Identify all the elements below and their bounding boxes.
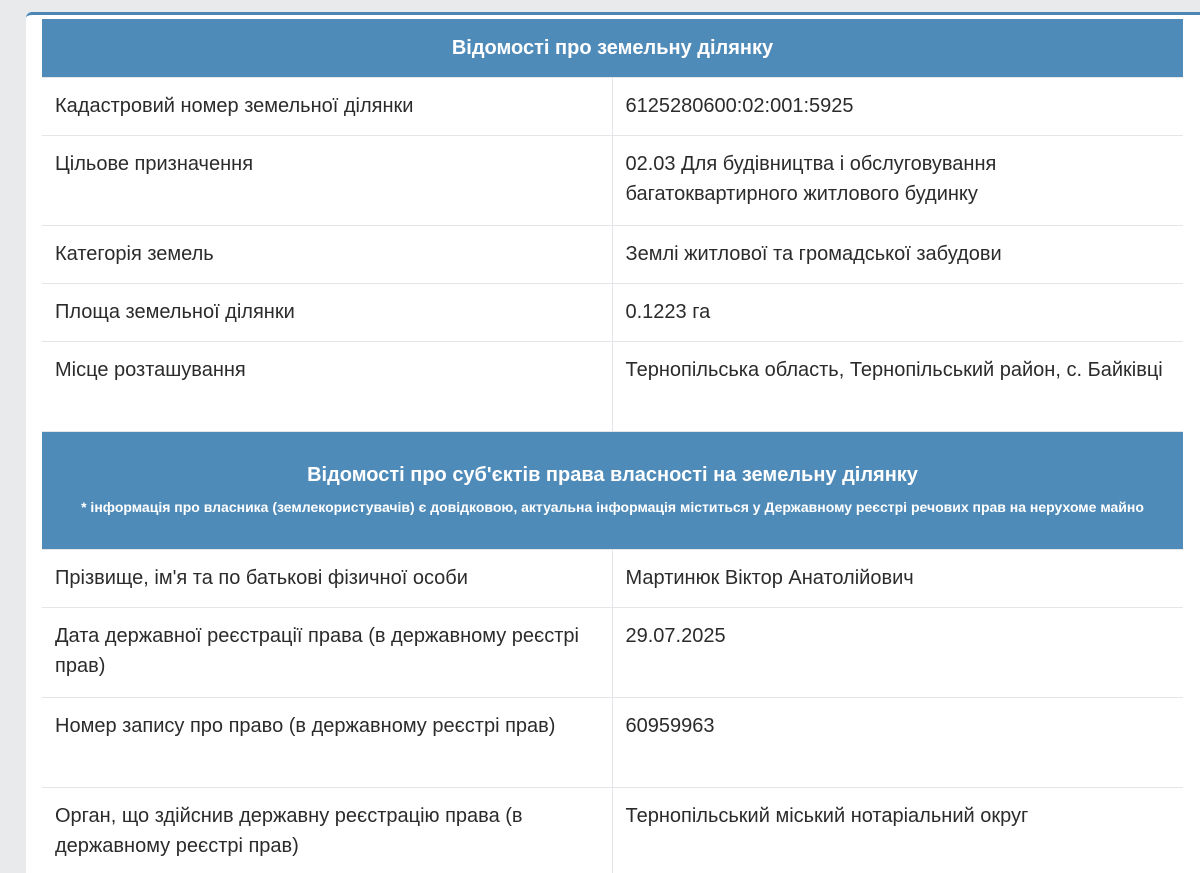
row-value: 0.1223 га [612, 284, 1183, 342]
owner-section-note: * інформація про власника (землекористувачів) є довідковою, актуальна інформація міститься у Державному реєстрі речових прав на нерухоме майно [81, 498, 1144, 515]
row-value: 02.03 Для будівництва і обслуговування багатоквартирного житлового будинку [612, 136, 1183, 226]
owner-section-title: Відомості про суб'єктів права власності на земельну ділянку [307, 463, 918, 486]
row-label: Категорія земель [42, 226, 612, 284]
row-value: Мартинюк Віктор Анатолійович [612, 550, 1183, 608]
table-row-registration-authority [42, 788, 1183, 873]
row-value: 29.07.2025 [612, 608, 1183, 698]
row-value: 6125280600:02:001:5925 [612, 78, 1183, 136]
table-row-cadastral-number [42, 78, 1183, 136]
row-value: Тернопільський міський нотаріальний округ [625, 805, 1029, 827]
table-row-record-number [42, 698, 1183, 788]
info-panel [26, 12, 1200, 873]
owner-section-header [42, 432, 1183, 550]
table-row-land-category [42, 226, 1183, 284]
row-value: 60959963 [612, 698, 1183, 788]
row-label: Прізвище, ім'я та по батькові фізичної особи [42, 550, 612, 608]
land-plot-section-title: Відомості про земельну ділянку [42, 19, 1183, 78]
row-label: Місце розташування [42, 342, 612, 432]
land-plot-section-header [42, 19, 1183, 78]
table-row-registration-date [42, 608, 1183, 698]
table-row-area [42, 284, 1183, 342]
row-value: Землі житлової та громадської забудови [612, 226, 1183, 284]
row-label: Кадастровий номер земельної ділянки [42, 78, 612, 136]
land-plot-info-table [42, 19, 1183, 873]
row-label: Дата державної реєстрації права (в державному реєстрі прав) [42, 608, 612, 698]
row-label: Цільове призначення [42, 136, 612, 226]
row-value: Тернопільська область, Тернопільський район, с. Байківці [612, 342, 1183, 432]
table-row-owner-name [42, 550, 1183, 608]
row-label: Орган, що здійснив державну реєстрацію права (в державному реєстрі прав) [42, 788, 612, 873]
row-label: Номер запису про право (в державному реєстрі прав) [42, 698, 612, 788]
row-label: Площа земельної ділянки [42, 284, 612, 342]
table-row-location [42, 342, 1183, 432]
table-row-purpose [42, 136, 1183, 226]
